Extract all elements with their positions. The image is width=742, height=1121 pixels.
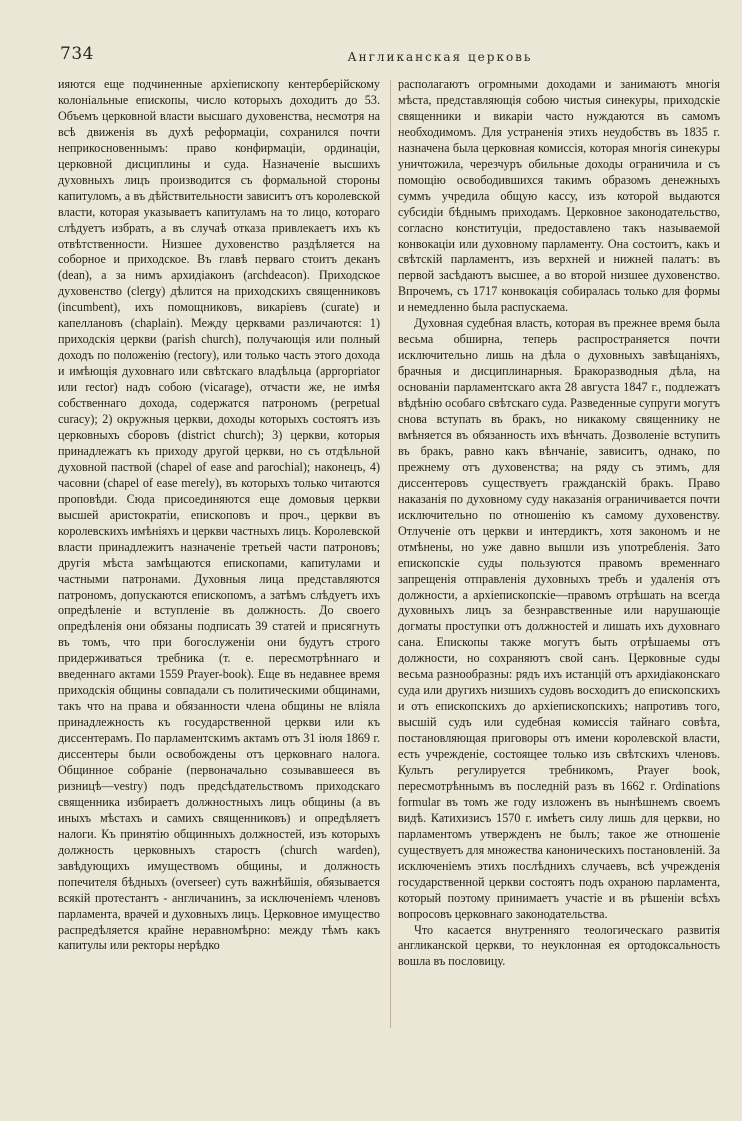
paragraph: Духовная судебная власть, которая въ прежнее время была весьма обширна, теперь распространяется почти исключительно лишь на дѣла о духовныхъ завѣщаніяхъ, брачныя и дисциплинарныя. Бракоразводныя дѣла, на основаніи парламентскаго акта 28 августа 1847 г., подлежатъ вѣдѣнію особаго свѣтскаго суда. Разведенные супруги могутъ снова вступать въ бракъ, но никакому священнику не вмѣняется въ обязанность ихъ вѣнчать. Дозволеніе вступить въ бракъ, равно какъ вѣнчаніе, зависитъ, однако, по прежнему отъ духовенства; на ряду съ этимъ, для диссентеровъ существуетъ гражданскій бракъ. Право наказанія по духовному суду наказанія ограничивается почти исключительно по отношенію къ самому духовенству. Отлученіе отъ церкви и интердиктъ, хотя закономъ и не отмѣнены, но уже давно вышли изъ употребленія. Зато епископскіе суды пользуются правомъ временнаго запрещенія отправленія духовныхъ требъ и удаленія отъ должности, а архіепископскіе—правомъ отрѣшать на всегда духовныхъ лицъ за безнравственные или нарушающіе догматы проступки отъ должностей и лишать ихъ духовнаго сана. Епископы также могутъ быть отрѣшаемы отъ должности, но сохраняютъ свой санъ. Церковные суды весьма разнообразны: рядъ ихъ истанцій отъ архидіаконскаго суда или другихъ низшихъ судовъ восходитъ до епископскихъ и отъ епископскихъ до архіепископскихъ; напротивъ того, высшій судъ или судебная комиссія тайнаго совѣта, постановляющая приговоры отъ имени королевской власти, есть учрежденіе, состоящее только изъ свѣтскихъ членовъ. Культъ регулируется требникомъ, Prayer book, пересмотрѣннымъ въ последній разъ въ 1662 г. Ordinations formular въ томъ же году изложенъ въ нынѣшнемъ своемъ видѣ. Катихизисъ 1570 г. имѣетъ силу лишь для церкви, но парламентомъ утвержденъ не былъ; такое же отношеніе существуетъ для множества каноническихъ постановленій. За исключеніемъ этихъ послѣднихъ случаевъ, всѣ учрежденія государственной церкви состоятъ подъ охраною парламента, который поэтому принимаетъ участіе и въ рѣшеніи всѣхъ вопросовъ церковнаго законодательства.: [398, 316, 720, 921]
left-column: [58, 77, 380, 954]
right-column: [398, 77, 720, 970]
paragraph: Что касается внутренняго теологическаго развитія англиканской церкви, то неуклонная ея ортодоксальность вошла въ пословицу.: [398, 922, 720, 969]
running-head: Англиканская церковь: [347, 50, 533, 64]
column-divider: [390, 80, 391, 1028]
paragraph: располагаютъ огромными доходами и занимаютъ многія мѣста, представляющія собою чистыя синекуры, приходскіе священники и викаріи часто нуждаются въ самомъ необходимомъ. Для устраненія этихъ неудобствъ въ 1835 г. назначена была церковная комиссія, которая многія синекуры уничтожила, черезчуръ обильные доходы ограничила и съ помощію освободившихся такимъ образомъ денежныхъ суммъ учредила общую кассу, изъ которой выдаются субсидіи бѣднымъ приходамъ. Церковное законодательство, согласно конституціи, предоставлено такъ называемой конвокаціи или духовному парламенту. Она состоитъ, какъ и свѣтскій парламентъ, изъ верхней и нижней палатъ: въ первой засѣдаютъ высшее, а во второй низшее духовенство. Впрочемъ, съ 1717 конвокація собиралась только для формы и немедленно была распускаема.: [398, 77, 720, 315]
page-number: 734: [60, 44, 94, 64]
paragraph: ияются еще подчиненные архіепископу кентерберійскому колоніальные епископы, число которыхъ доходитъ до 53. Объемъ церковной власти высшаго духовенства, несмотря на всѣ движенія въ духѣ реформаціи, сохранился почти неприкосновеннымъ: право конфирмаціи, ординаціи, церковной дисциплины и суда. Назначеніе высшихъ духовныхъ лицъ производится съ формальной стороны капитуломъ, а въ дѣйствительности зависитъ отъ королевской власти, которая указываетъ капитуламъ на то лицо, котораго слѣдуетъ избрать, а въ случаѣ отказа привлекаетъ ихъ къ отвѣтственности. Низшее духовенство раздѣляется на соборное и приходское. Въ главѣ перваго стоитъ деканъ (dean), а за нимъ архидіаконъ (archdeacon). Приходское духовенство (clergy) дѣлится на приходскихъ священниковъ (incumbent), ихъ помощниковъ, викаріевъ (curate) и капеллановъ (chaplain). Между церквами различаются: 1) приходскія церкви (parish church), получающія или полный доходъ по положенію (rectory), или только часть этого дохода и имѣющія духовнаго или свѣтскаго владѣльца (appropriator или rector) надъ собою (vicarage), отчасти же, не имѣя собственнаго дохода, содержатся патрономъ (perpetual curacy); 2) окружныя церкви, доходы которыхъ состоятъ изъ церковныхъ сборовъ (district church); 3) церкви, которыя принадлежатъ къ приходу другой церкви, но съ отдѣльной духовной паствой (chapel of ease and parochial); наконецъ, 4) часовни (chapel of ease merely), въ которыхъ только читаются проповѣди. Сюда присоединяются еще домовыя церкви высшей аристократіи, епископовъ и проч., церкви въ королевскихъ имѣніяхъ и церкви частныхъ лицъ. Королевской власти принадлежитъ назначеніе третьей части патроновъ; другія мѣста замѣщаются епископами, капитулами и частными патронами. Духовныя лица представляются патрономъ, допускаются епископомъ, а затѣмъ слѣдуетъ ихъ опредѣленіе и вступленіе въ должность. До своего опредѣленія они обязаны подписать 39 статей и присягнуть въ томъ, что при богослуженіи они будутъ строго придерживаться требника (т. е. пересмотрѣннаго и введеннаго актами 1559 Prayer-book). Еще въ недавнее время приходскія общины совпадали съ политическими общинами, такъ что на права и обязанности члена общины не вліяла принадлежность къ государственной церкви или къ диссентерамъ. По парламентскимъ актамъ отъ 31 іюля 1869 г. диссентеры были освобождены отъ церковнаго налога. Общинное собраніе (первоначально созывавшееся въ ризницѣ—vestry) подъ предсѣдательствомъ приходскаго священника избираетъ должностныхъ лицъ общины (а въ иныхъ мѣстахъ и самихъ священниковъ) и опредѣляетъ налоги. Къ принятію общинныхъ должностей, изъ которыхъ должность церковныхъ старостъ (church warden), завѣдующихъ имуществомъ общины, и должность попечителя бѣдныхъ (overseer) суть важнѣйшія, обязывается всякій протестантъ - англичанинъ, за исключеніемъ членовъ парламента, врачей и духовныхъ лицъ. Церковное имущество распредѣляется крайне неравномѣрно: между тѣмъ какъ капитулы или ректоры нерѣдко: [58, 77, 380, 953]
